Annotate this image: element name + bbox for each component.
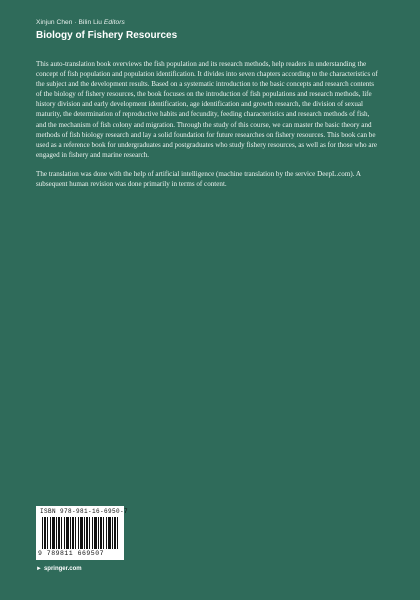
translation-note: The translation was done with the help of artificial intelligence (machine translation by the service DeepL.com). A subsequent human revision was done primarily in terms of content.: [36, 169, 361, 189]
publisher-url: springer.com: [43, 566, 82, 572]
blurb-paragraph: This auto-translation book overviews the fish population and its research methods, help readers in understanding the concept of fish population and population identification. It divides into seven chapters according to the characteristics of the subject and the development results. Based on a systematic introduction to the basic concepts and research contents of the biology of fishery resources, the book focuses on the introduction of fish populations and research methods, life history division and early development identification, age identification and growth research, the division of sexual maturity, the determination of reproductive habits and fecundity, feeding characteristics and research methods of fish, and the mechanism of fish colony and migration. Through the study of this course, we can master the basic theory and methods of fish biology research and lay a solid foundation for future researches on fishery resources. This book can be used as a reference book for undergraduates and postgraduates who study fishery resources, as well as for those who are engaged in fishery and marine research.: [36, 60, 378, 159]
blurb: [36, 59, 380, 189]
editors-role: Editors: [103, 19, 125, 26]
book-title: Biology of Fishery Resources: [36, 30, 178, 41]
editor-names: Xinjun Chen · Bilin Liu: [36, 19, 103, 26]
publisher-link[interactable]: [36, 566, 82, 572]
isbn-label: ISBN 978-981-16-6950-7: [40, 508, 129, 515]
isbn-barcode-box: [36, 506, 129, 560]
barcode-digits: 9 789811 669507: [38, 550, 105, 557]
arrow-right-icon: ►: [36, 566, 42, 572]
barcode-icon: [42, 517, 120, 549]
editors-line: [36, 19, 125, 26]
